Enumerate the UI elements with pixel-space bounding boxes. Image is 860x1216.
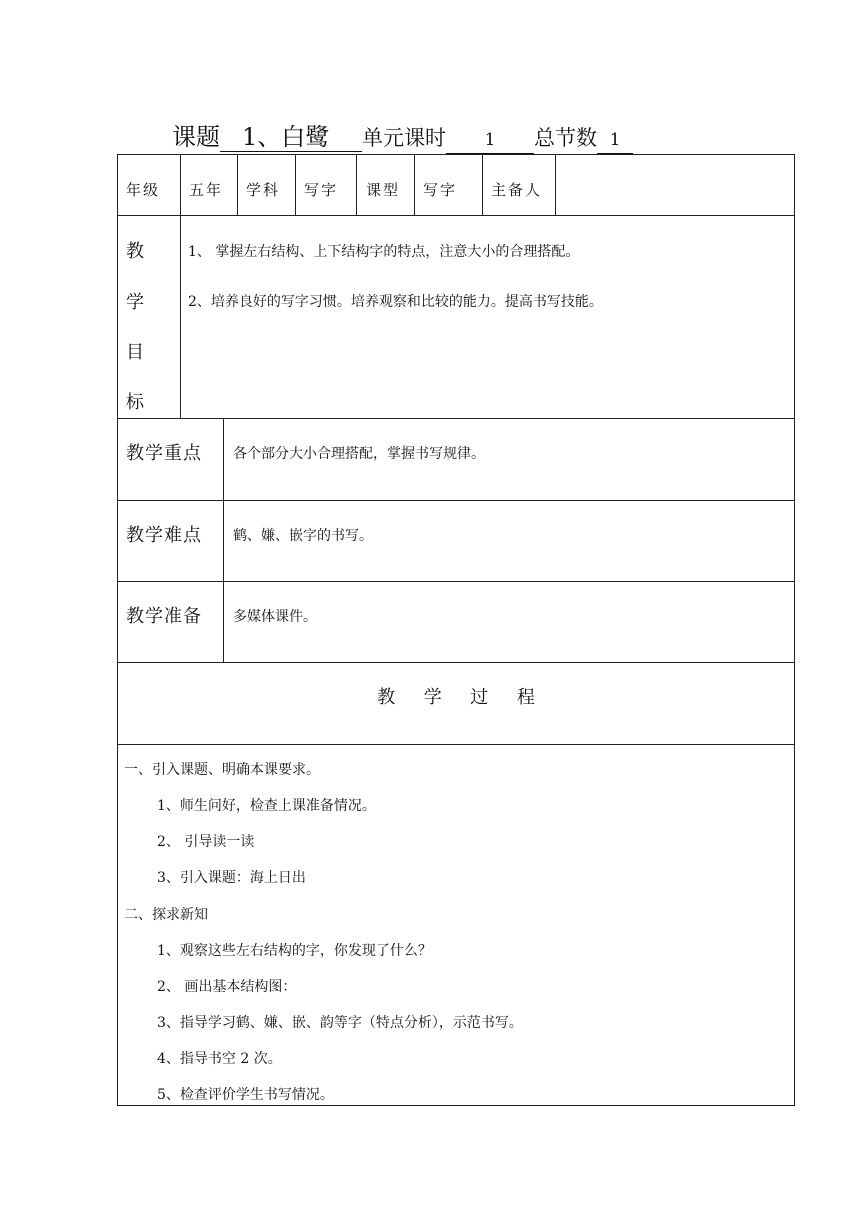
preparation-label: 教学准备 [126,606,202,627]
lesson-type-label: 课型 [366,181,401,199]
teaching-process-title [117,686,795,710]
lesson-title-line [172,120,692,154]
process-line: 3、引入课题：海上日出 [157,870,306,886]
total-sessions-label: 总节数 [534,126,597,150]
subject-value: 写字 [304,181,339,199]
col-divider [180,154,181,215]
lesson-type-value: 写字 [423,181,458,199]
objectives-label-char: 学 [126,292,144,313]
row-divider [117,744,795,745]
process-line: 1、师生问好，检查上课准备情况。 [157,798,376,814]
process-line: 一、引入课题、明确本课要求。 [124,762,320,778]
row-divider [117,418,795,419]
process-title-char: 学 [423,687,442,708]
process-line: 2、 引导读一读 [157,834,255,850]
process-title-char: 程 [516,687,535,708]
process-title-char: 教 [377,687,396,708]
difficulties-label: 教学难点 [126,525,202,546]
col-divider [482,154,483,215]
process-line: 二、探求新知 [124,907,208,923]
col-divider [237,154,238,215]
objectives-label-char: 教 [126,241,144,262]
process-line: 1、观察这些左右结构的字，你发现了什么？ [157,943,432,959]
col-divider [414,154,415,215]
process-line: 2、 画出基本结构图： [157,979,297,995]
total-sessions-value: 1 [597,127,633,154]
row-divider [117,581,795,582]
grade-value: 五年 [189,181,224,199]
key-points-label: 教学重点 [126,443,202,464]
topic-value: 1、白鹭 [220,123,362,152]
unit-hours-value: 1 [446,127,534,154]
grade-label: 年级 [126,181,161,199]
preparation-content: 多媒体课件。 [233,609,317,625]
col-divider [180,215,181,418]
row-divider [117,215,795,216]
row-divider [117,500,795,501]
col-divider [295,154,296,215]
objective-item: 1、 掌握左右结构、上下结构字的特点，注意大小的合理搭配。 [188,244,580,260]
subject-label: 学科 [246,181,281,199]
col-divider [555,154,556,215]
unit-hours-label: 单元课时 [362,126,446,150]
process-line: 4、指导书空 2 次。 [157,1051,282,1067]
process-title-char: 过 [470,687,489,708]
preparer-label: 主备人 [491,181,543,199]
col-divider [223,418,224,662]
process-line: 3、指导学习鹤、嫌、嵌、韵等字（特点分析），示范书写。 [157,1015,523,1031]
col-divider [356,154,357,215]
difficulties-content: 鹤、嫌、嵌字的书写。 [233,528,373,544]
objective-item: 2、培养良好的写字习惯。培养观察和比较的能力。提高书写技能。 [188,294,603,310]
process-line: 5、检查评价学生书写情况。 [157,1087,334,1103]
row-divider [117,662,795,663]
key-points-content: 各个部分大小合理搭配，掌握书写规律。 [233,446,485,462]
objectives-label-char: 目 [126,342,144,363]
objectives-label-char: 标 [126,392,144,413]
topic-label: 课题 [172,123,220,151]
